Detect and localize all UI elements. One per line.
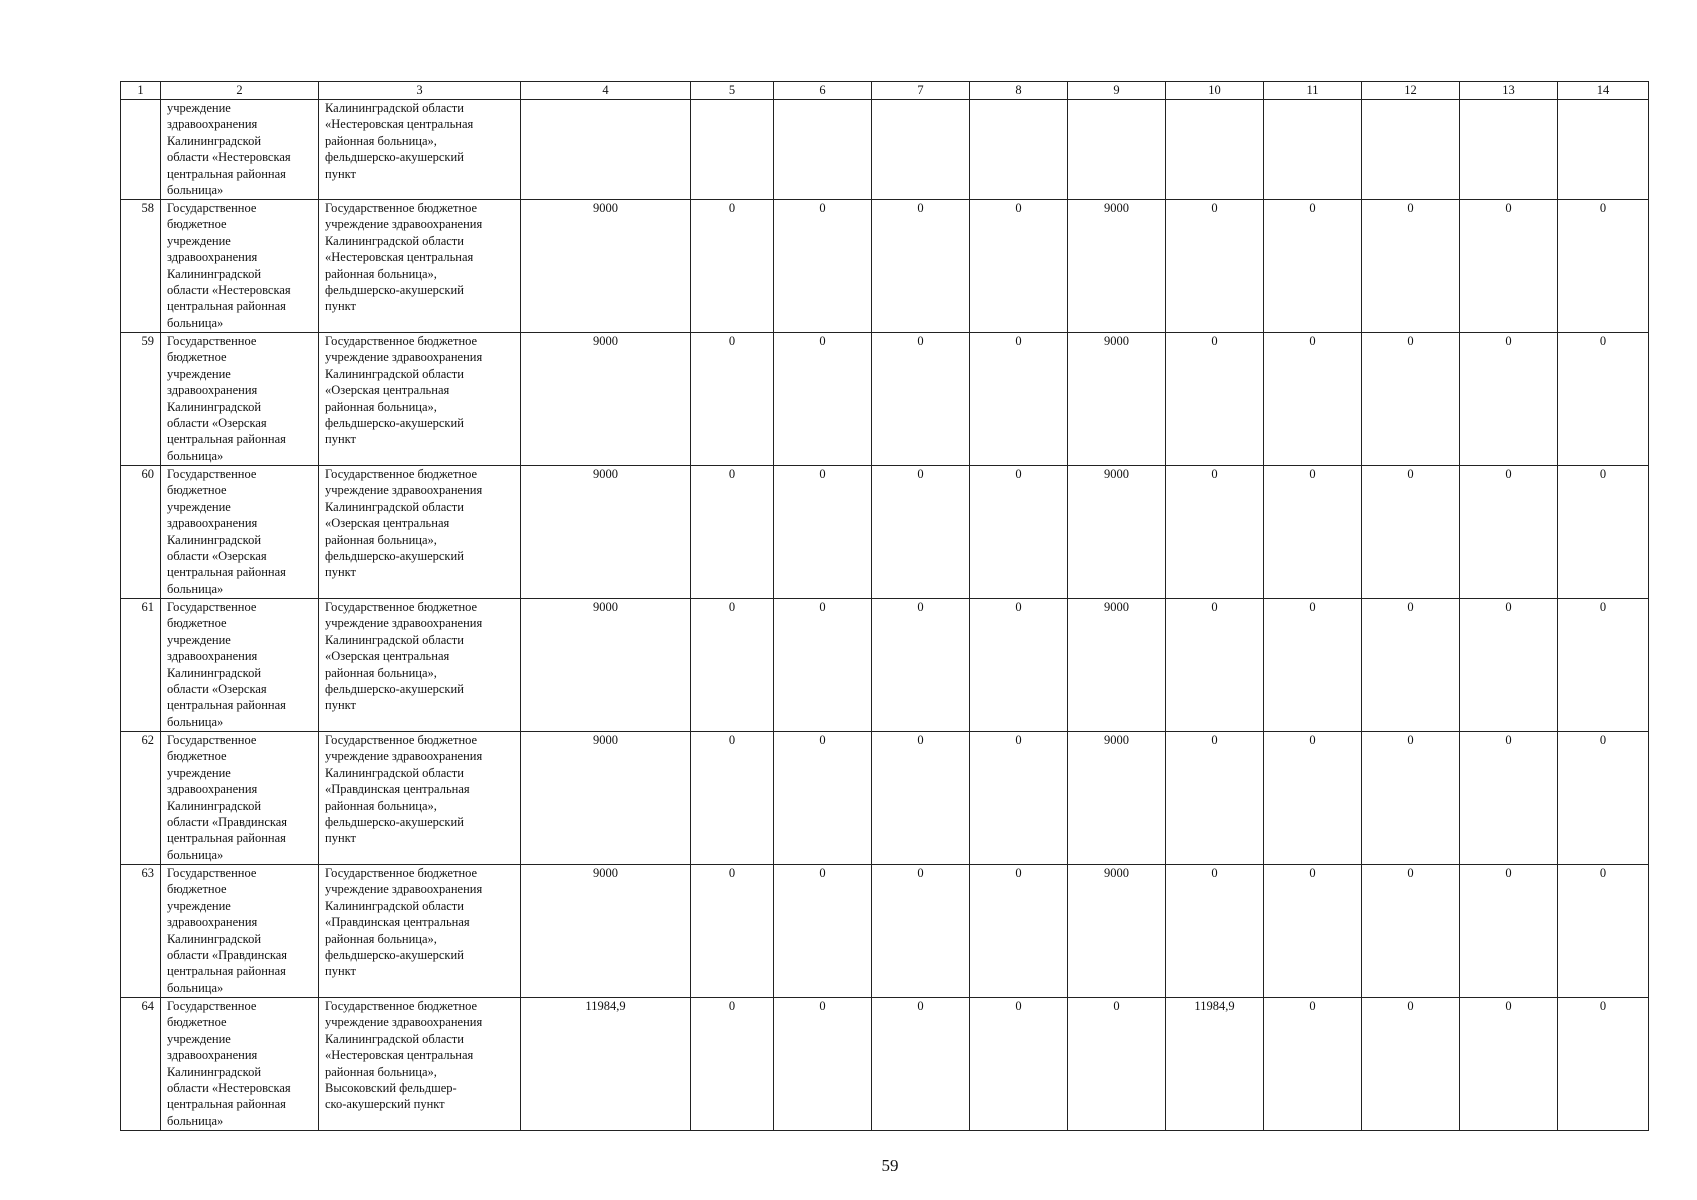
facility-name: Государственное бюджетное учреждение здравоохранения Калининградской области «Правдинская центральная районная больница», фельдшерско-акушерский пункт: [319, 865, 521, 998]
value-cell: 9000: [521, 732, 691, 865]
value-cell: 0: [1362, 599, 1460, 732]
value-cell: [691, 100, 774, 200]
value-cell: [970, 100, 1068, 200]
value-cell: 0: [1068, 998, 1166, 1131]
table-row: [121, 333, 1649, 466]
header-cell: 8: [970, 82, 1068, 100]
value-cell: [1068, 100, 1166, 200]
value-cell: 0: [1362, 732, 1460, 865]
value-cell: 9000: [521, 865, 691, 998]
institution-name: Государственное бюджетное учреждение здравоохранения Калининградской области «Нестеровская центральная районная больница»: [161, 998, 319, 1131]
value-cell: 0: [970, 599, 1068, 732]
value-cell: [1558, 100, 1649, 200]
value-cell: 0: [1264, 333, 1362, 466]
value-cell: 0: [1264, 865, 1362, 998]
value-cell: 0: [1264, 599, 1362, 732]
value-cell: 0: [1460, 333, 1558, 466]
row-index: 58: [121, 200, 161, 333]
value-cell: 0: [774, 599, 872, 732]
value-cell: 0: [1460, 466, 1558, 599]
header-cell: 3: [319, 82, 521, 100]
value-cell: 0: [774, 466, 872, 599]
table-row: [121, 865, 1649, 998]
institution-name: Государственное бюджетное учреждение здравоохранения Калининградской области «Озерская центральная районная больница»: [161, 599, 319, 732]
value-cell: 0: [691, 200, 774, 333]
value-cell: 0: [970, 466, 1068, 599]
facility-name: Государственное бюджетное учреждение здравоохранения Калининградской области «Нестеровская центральная районная больница», Высоковский фельдшер- ско-акушерский пункт: [319, 998, 521, 1131]
value-cell: 0: [872, 732, 970, 865]
value-cell: 0: [1166, 865, 1264, 998]
header-cell: 7: [872, 82, 970, 100]
header-cell: 12: [1362, 82, 1460, 100]
value-cell: [774, 100, 872, 200]
value-cell: 0: [1362, 998, 1460, 1131]
facility-name: Калининградской области «Нестеровская центральная районная больница», фельдшерско-акушерский пункт: [319, 100, 521, 200]
row-index: 64: [121, 998, 161, 1131]
table-row-continued: [121, 100, 1649, 200]
value-cell: 0: [872, 333, 970, 466]
value-cell: 0: [1362, 466, 1460, 599]
value-cell: 0: [691, 466, 774, 599]
facility-name: Государственное бюджетное учреждение здравоохранения Калининградской области «Озерская центральная районная больница», фельдшерско-акушерский пункт: [319, 599, 521, 732]
value-cell: 0: [1460, 865, 1558, 998]
value-cell: 9000: [1068, 865, 1166, 998]
value-cell: 0: [872, 200, 970, 333]
value-cell: 9000: [521, 200, 691, 333]
column-number-row: [121, 82, 1649, 100]
value-cell: 0: [774, 732, 872, 865]
value-cell: [1362, 100, 1460, 200]
value-cell: 0: [1558, 200, 1649, 333]
table-row: [121, 599, 1649, 732]
header-cell: 2: [161, 82, 319, 100]
facility-name: Государственное бюджетное учреждение здравоохранения Калининградской области «Правдинская центральная районная больница», фельдшерско-акушерский пункт: [319, 732, 521, 865]
value-cell: 0: [1166, 466, 1264, 599]
value-cell: [521, 100, 691, 200]
header-cell: 6: [774, 82, 872, 100]
value-cell: 0: [1166, 732, 1264, 865]
value-cell: 0: [1362, 333, 1460, 466]
value-cell: 9000: [1068, 599, 1166, 732]
value-cell: 0: [1558, 466, 1649, 599]
row-index: 59: [121, 333, 161, 466]
value-cell: 0: [774, 333, 872, 466]
value-cell: 0: [1460, 732, 1558, 865]
value-cell: 0: [1362, 865, 1460, 998]
page-number: 59: [881, 1156, 899, 1175]
value-cell: [1264, 100, 1362, 200]
value-cell: 0: [691, 865, 774, 998]
value-cell: 0: [691, 333, 774, 466]
value-cell: 0: [774, 865, 872, 998]
value-cell: 9000: [1068, 200, 1166, 333]
facility-name: Государственное бюджетное учреждение здравоохранения Калининградской области «Озерская центральная районная больница», фельдшерско-акушерский пункт: [319, 466, 521, 599]
header-cell: 13: [1460, 82, 1558, 100]
header-cell: 9: [1068, 82, 1166, 100]
value-cell: 9000: [1068, 466, 1166, 599]
value-cell: 0: [1264, 732, 1362, 865]
table-row: [121, 200, 1649, 333]
value-cell: 0: [1264, 200, 1362, 333]
value-cell: 0: [1558, 599, 1649, 732]
value-cell: 0: [1558, 333, 1649, 466]
value-cell: 0: [1166, 200, 1264, 333]
value-cell: 9000: [521, 466, 691, 599]
header-cell: 11: [1264, 82, 1362, 100]
header-cell: 5: [691, 82, 774, 100]
value-cell: 0: [1460, 599, 1558, 732]
row-index: 62: [121, 732, 161, 865]
value-cell: 0: [1460, 998, 1558, 1131]
table-row: [121, 466, 1649, 599]
value-cell: 0: [970, 865, 1068, 998]
value-cell: 0: [872, 998, 970, 1131]
value-cell: 0: [1460, 200, 1558, 333]
value-cell: 9000: [521, 333, 691, 466]
value-cell: 0: [1362, 200, 1460, 333]
value-cell: 0: [872, 466, 970, 599]
value-cell: 0: [691, 599, 774, 732]
row-index: [121, 100, 161, 200]
header-cell: 14: [1558, 82, 1649, 100]
value-cell: 0: [1264, 998, 1362, 1131]
value-cell: 0: [970, 732, 1068, 865]
institution-name: Государственное бюджетное учреждение здравоохранения Калининградской области «Правдинская центральная районная больница»: [161, 732, 319, 865]
value-cell: [872, 100, 970, 200]
value-cell: 0: [691, 998, 774, 1131]
row-index: 61: [121, 599, 161, 732]
institution-name: учреждение здравоохранения Калининградской области «Нестеровская центральная районная больница»: [161, 100, 319, 200]
value-cell: 0: [1166, 333, 1264, 466]
value-cell: 9000: [521, 599, 691, 732]
value-cell: 0: [1558, 865, 1649, 998]
value-cell: 0: [970, 998, 1068, 1131]
allocation-table: [120, 81, 1649, 1131]
value-cell: 0: [1558, 998, 1649, 1131]
value-cell: [1460, 100, 1558, 200]
value-cell: 0: [1264, 466, 1362, 599]
header-cell: 1: [121, 82, 161, 100]
value-cell: 9000: [1068, 732, 1166, 865]
value-cell: 0: [970, 333, 1068, 466]
table-row: [121, 998, 1649, 1131]
table-row: [121, 732, 1649, 865]
value-cell: 0: [774, 200, 872, 333]
institution-name: Государственное бюджетное учреждение здравоохранения Калининградской области «Правдинская центральная районная больница»: [161, 865, 319, 998]
header-cell: 10: [1166, 82, 1264, 100]
value-cell: [1166, 100, 1264, 200]
value-cell: 0: [872, 599, 970, 732]
institution-name: Государственное бюджетное учреждение здравоохранения Калининградской области «Озерская центральная районная больница»: [161, 333, 319, 466]
row-index: 63: [121, 865, 161, 998]
row-index: 60: [121, 466, 161, 599]
value-cell: 0: [691, 732, 774, 865]
value-cell: 11984,9: [1166, 998, 1264, 1131]
facility-name: Государственное бюджетное учреждение здравоохранения Калининградской области «Нестеровская центральная районная больница», фельдшерско-акушерский пункт: [319, 200, 521, 333]
institution-name: Государственное бюджетное учреждение здравоохранения Калининградской области «Нестеровская центральная районная больница»: [161, 200, 319, 333]
value-cell: 0: [1558, 732, 1649, 865]
value-cell: 0: [1166, 599, 1264, 732]
value-cell: 0: [872, 865, 970, 998]
header-cell: 4: [521, 82, 691, 100]
value-cell: 9000: [1068, 333, 1166, 466]
value-cell: 11984,9: [521, 998, 691, 1131]
value-cell: 0: [970, 200, 1068, 333]
institution-name: Государственное бюджетное учреждение здравоохранения Калининградской области «Озерская центральная районная больница»: [161, 466, 319, 599]
value-cell: 0: [774, 998, 872, 1131]
facility-name: Государственное бюджетное учреждение здравоохранения Калининградской области «Озерская центральная районная больница», фельдшерско-акушерский пункт: [319, 333, 521, 466]
